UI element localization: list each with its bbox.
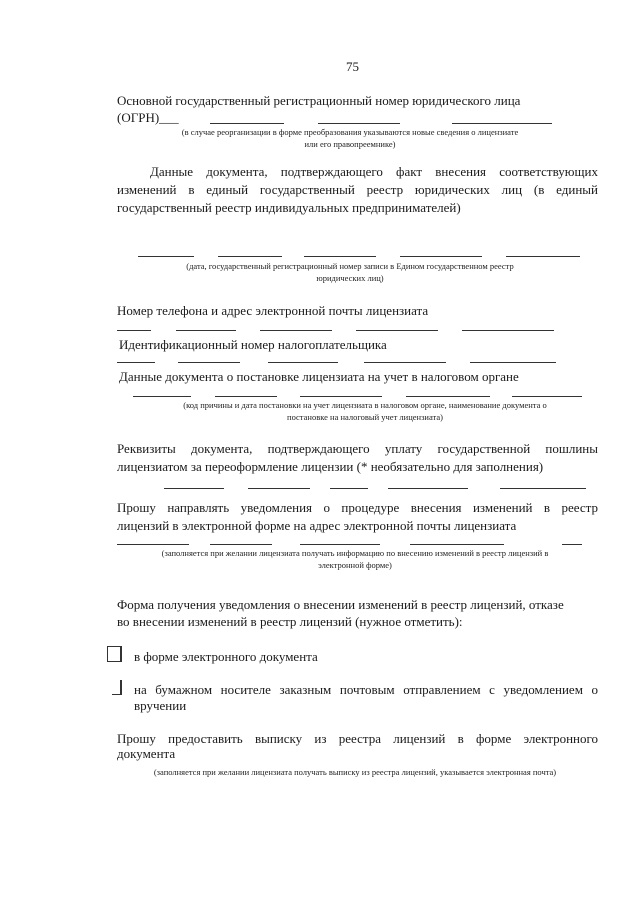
option-paper-checkbox[interactable]: [112, 680, 122, 695]
inn-line-3[interactable]: [268, 362, 338, 363]
notify-text-1: Прошу направлять уведомления о процедуре внесения изменений в реестр: [117, 500, 598, 515]
notify-line-5[interactable]: [562, 544, 582, 545]
tax-line-2[interactable]: [215, 396, 277, 397]
phone-email-label: Номер телефона и адрес электронной почты лицензиата: [117, 303, 429, 318]
ogrn-field-line-3[interactable]: [452, 123, 552, 124]
notify-line-4[interactable]: [410, 544, 504, 545]
tax-line-4[interactable]: [406, 396, 490, 397]
phone-email-line-5[interactable]: [462, 330, 554, 331]
registry-field-line-4[interactable]: [400, 256, 482, 257]
registry-text-3: государственный реестр индивидуальных предпринимателей): [117, 200, 461, 215]
inn-line-2[interactable]: [178, 362, 240, 363]
duty-text-1: Реквизиты документа, подтверждающего уплату государственной пошлины: [117, 441, 598, 456]
duty-text-2: лицензиатом за переоформление лицензии (* необязательно для заполнения): [117, 459, 544, 474]
phone-email-line-4[interactable]: [356, 330, 438, 331]
form-text-1: Форма получения уведомления о внесении изменений в реестр лицензий, отказе: [117, 597, 564, 612]
option-electronic-label: в форме электронного документа: [134, 649, 318, 664]
duty-line-1[interactable]: [164, 488, 224, 489]
notify-line-3[interactable]: [300, 544, 380, 545]
form-text-2: во внесении изменений в реестр лицензий (нужное отметить):: [117, 614, 463, 629]
inn-label: Идентификационный номер налогоплательщика: [119, 337, 387, 352]
duty-line-5[interactable]: [500, 488, 586, 489]
ogrn-label: Основной государственный регистрационный номер юридического лица: [117, 93, 521, 108]
option-paper-label-1: на бумажном носителе заказным почтовым отправлением с уведомлением о: [134, 682, 598, 697]
ogrn-abbr: (ОГРН)___: [117, 110, 179, 125]
duty-line-3[interactable]: [330, 488, 368, 489]
inn-line-5[interactable]: [470, 362, 556, 363]
notify-line-1[interactable]: [117, 544, 189, 545]
extract-text-1: Прошу предоставить выписку из реестра лицензий в форме электронного: [117, 731, 598, 746]
ogrn-field-line-2[interactable]: [318, 123, 400, 124]
option-electronic-checkbox[interactable]: [107, 646, 122, 662]
ogrn-note-1: (в случае реорганизации в форме преобразования указываются новые сведения о лицензиате: [181, 127, 519, 137]
duty-line-4[interactable]: [388, 488, 468, 489]
extract-text-2: документа: [117, 746, 176, 761]
notify-line-2[interactable]: [210, 544, 272, 545]
inn-line-4[interactable]: [364, 362, 446, 363]
ogrn-note-2: или его правопреемнике): [304, 139, 396, 149]
notify-note-2: электронной форме): [318, 560, 392, 570]
notify-note-1: (заполняется при желании лицензиата получать информацию по внесению изменений в реестр лицензий в: [161, 548, 549, 558]
tax-line-1[interactable]: [133, 396, 191, 397]
phone-email-line-3[interactable]: [260, 330, 332, 331]
registry-text-1: Данные документа, подтверждающего факт внесения соответствующих: [150, 164, 598, 179]
extract-note: (заполняется при желании лицензиата получать выписку из реестра лицензий, указывается электронная почта): [153, 767, 557, 777]
ogrn-field-line-1[interactable]: [210, 123, 284, 124]
phone-email-line-1[interactable]: [117, 330, 151, 331]
tax-note-1: (код причины и дата постановки на учет лицензиата в налоговом органе, наименование документа о: [183, 400, 547, 410]
tax-label: Данные документа о постановке лицензиата на учет в налоговом органе: [119, 369, 519, 384]
page-number: 75: [346, 59, 359, 74]
duty-line-2[interactable]: [248, 488, 310, 489]
inn-line-1[interactable]: [117, 362, 155, 363]
registry-note-1: (дата, государственный регистрационный номер записи в Едином государственном реестр: [186, 261, 514, 271]
notify-text-2: лицензий в электронной форме на адрес электронной почты лицензиата: [117, 518, 517, 533]
registry-text-2: изменений в единый государственный реестр юридических лиц (в единый: [117, 182, 598, 197]
option-paper-label-2: вручении: [134, 698, 187, 713]
tax-note-2: постановке на налоговый учет лицензиата): [287, 412, 443, 422]
tax-line-5[interactable]: [512, 396, 582, 397]
registry-field-line-3[interactable]: [304, 256, 376, 257]
phone-email-line-2[interactable]: [176, 330, 236, 331]
registry-note-2: юридических лиц): [316, 273, 384, 283]
registry-field-line-1[interactable]: [138, 256, 194, 257]
tax-line-3[interactable]: [300, 396, 382, 397]
registry-field-line-2[interactable]: [218, 256, 282, 257]
registry-field-line-5[interactable]: [506, 256, 580, 257]
